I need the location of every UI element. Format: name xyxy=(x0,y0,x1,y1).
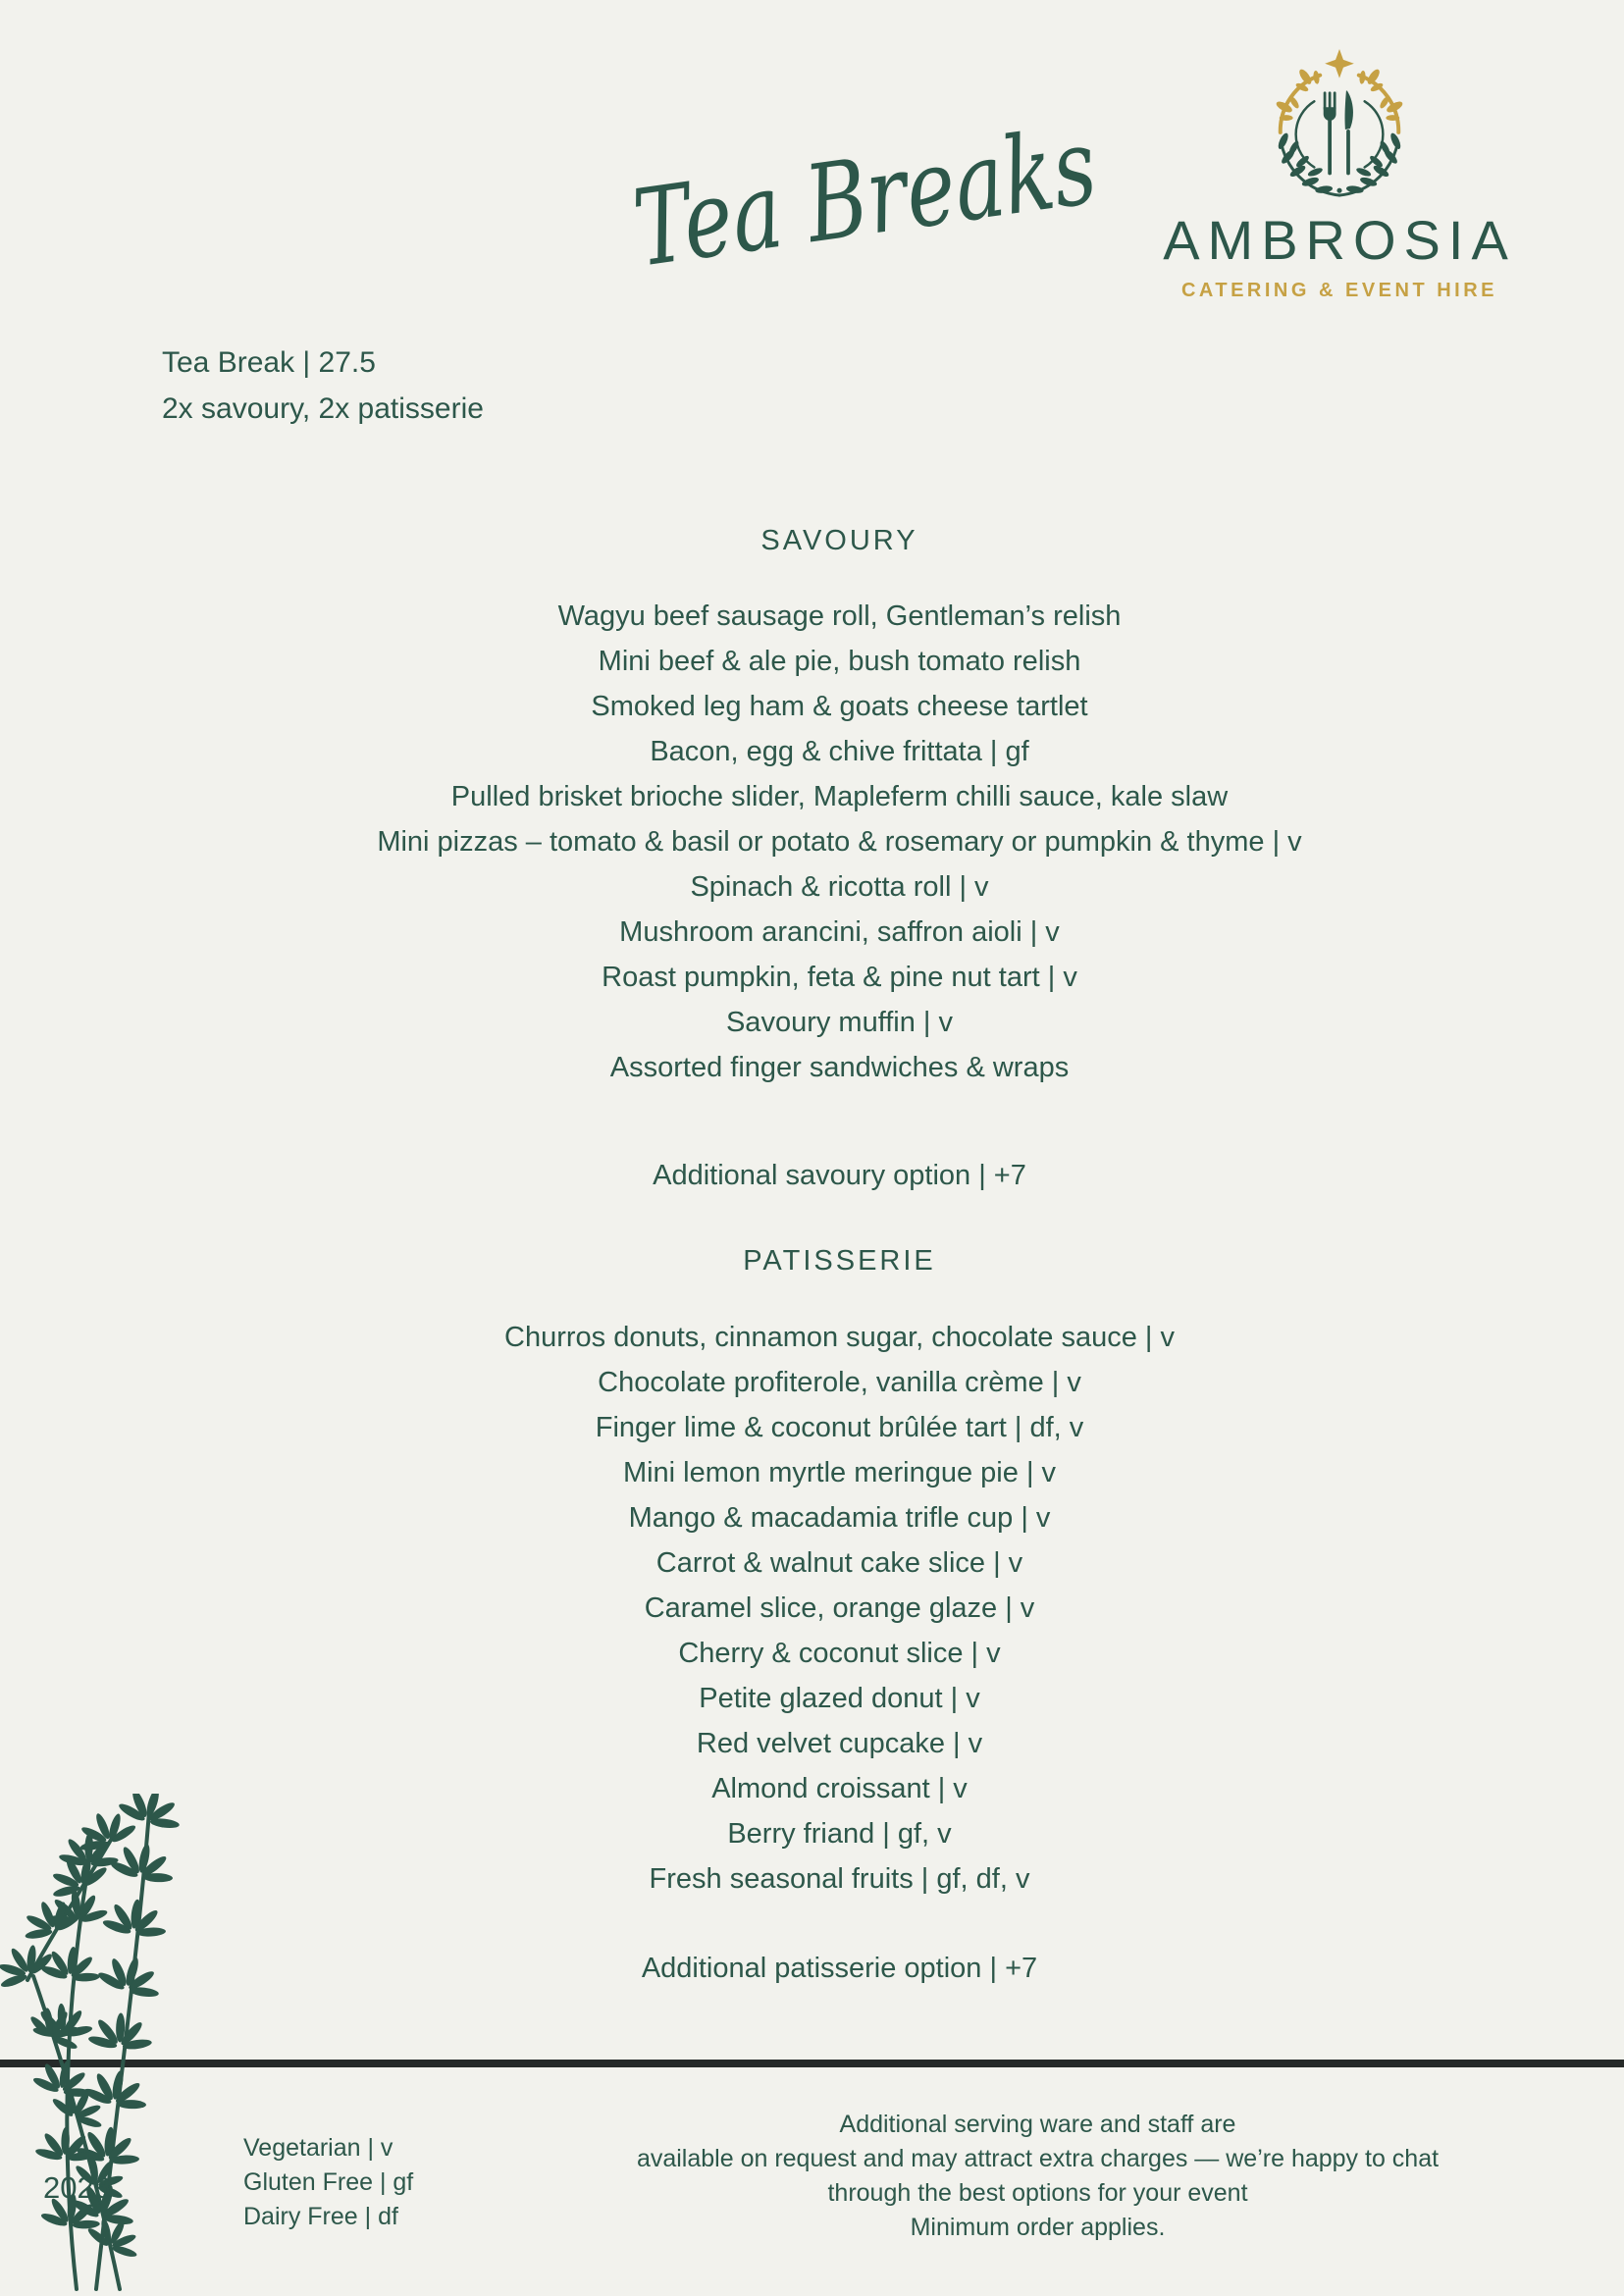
menu-item: Almond croissant | v xyxy=(711,1773,968,1804)
botanical-sprig-icon xyxy=(0,1794,236,2294)
logo-tagline: CATERING & EVENT HIRE xyxy=(1180,280,1498,301)
menu xyxy=(27,518,1624,1991)
menu-item: Mini lemon myrtle meringue pie | v xyxy=(622,1457,1057,1488)
menu-item: Savoury muffin | v xyxy=(725,1007,954,1038)
menu-item: Smoked leg ham & goats cheese tartlet xyxy=(591,691,1088,722)
menu-item: Roast pumpkin, feta & pine nut tart | v xyxy=(602,962,1077,993)
footer-note-line: available on request and may attract extra charges — we’re happy to chat xyxy=(636,2145,1440,2172)
menu-item: Spinach & ricotta roll | v xyxy=(690,871,989,903)
menu-item: Mushroom arancini, saffron aioli | v xyxy=(619,916,1060,948)
legend-item-dairy-free: Dairy Free | df xyxy=(243,2203,398,2230)
legend-item-gluten-free: Gluten Free | gf xyxy=(243,2168,414,2196)
menu-item: Chocolate profiterole, vanilla crème | v xyxy=(598,1367,1081,1398)
menu-item: Finger lime & coconut brûlée tart | df, v xyxy=(595,1412,1084,1443)
patisserie-items xyxy=(27,1315,1624,1902)
menu-item: Churros donuts, cinnamon sugar, chocolate sauce | v xyxy=(504,1322,1175,1353)
menu-item: Mango & macadamia trifle cup | v xyxy=(628,1502,1051,1534)
divider-rule xyxy=(0,2060,1624,2067)
menu-item: Mini pizzas – tomato & basil or potato & rosemary or pumpkin & thyme | v xyxy=(377,826,1302,858)
ambrosia-crest-icon xyxy=(1262,47,1417,202)
footer-note-line: through the best options for your event xyxy=(827,2179,1248,2207)
package-header xyxy=(162,339,484,432)
menu-item: Red velvet cupcake | v xyxy=(696,1728,983,1759)
menu-item: Caramel slice, orange glaze | v xyxy=(644,1592,1035,1624)
section-heading-savoury: SAVOURY xyxy=(760,525,918,556)
logo-wordmark: AMBROSIA xyxy=(1163,209,1516,271)
additional-savoury-option: Additional savoury option | +7 xyxy=(653,1160,1026,1191)
menu-item: Berry friand | gf, v xyxy=(727,1818,952,1850)
dietary-legend xyxy=(243,2131,413,2234)
footer-note-line: Minimum order applies. xyxy=(910,2214,1166,2241)
footer-note-line: Additional serving ware and staff are xyxy=(839,2111,1236,2138)
package-inclusions: 2x savoury, 2x patisserie xyxy=(162,392,484,425)
additional-patisserie-option: Additional patisserie option | +7 xyxy=(641,1953,1038,1984)
menu-item: Petite glazed donut | v xyxy=(699,1683,980,1714)
menu-item: Bacon, egg & chive frittata | gf xyxy=(650,736,1029,767)
package-name-price: Tea Break | 27.5 xyxy=(162,346,376,379)
footer-note xyxy=(510,2108,1565,2245)
menu-item: Wagyu beef sausage roll, Gentleman’s relish xyxy=(557,600,1122,632)
menu-item: Pulled brisket brioche slider, Mapleferm chilli sauce, kale slaw xyxy=(450,781,1229,812)
menu-item: Assorted finger sandwiches & wraps xyxy=(609,1052,1070,1083)
menu-item: Mini beef & ale pie, bush tomato relish xyxy=(598,646,1081,677)
savoury-items xyxy=(27,594,1624,1090)
page-title-script: Tea Breaks xyxy=(626,105,1104,291)
year-label: 2026 xyxy=(43,2170,111,2205)
logo xyxy=(1138,47,1541,302)
menu-item: Cherry & coconut slice | v xyxy=(678,1638,1001,1669)
legend-item-vegetarian: Vegetarian | v xyxy=(243,2134,393,2162)
section-heading-patisserie: PATISSERIE xyxy=(743,1245,936,1277)
menu-item: Fresh seasonal fruits | gf, df, v xyxy=(649,1863,1030,1895)
menu-item: Carrot & walnut cake slice | v xyxy=(655,1547,1023,1579)
